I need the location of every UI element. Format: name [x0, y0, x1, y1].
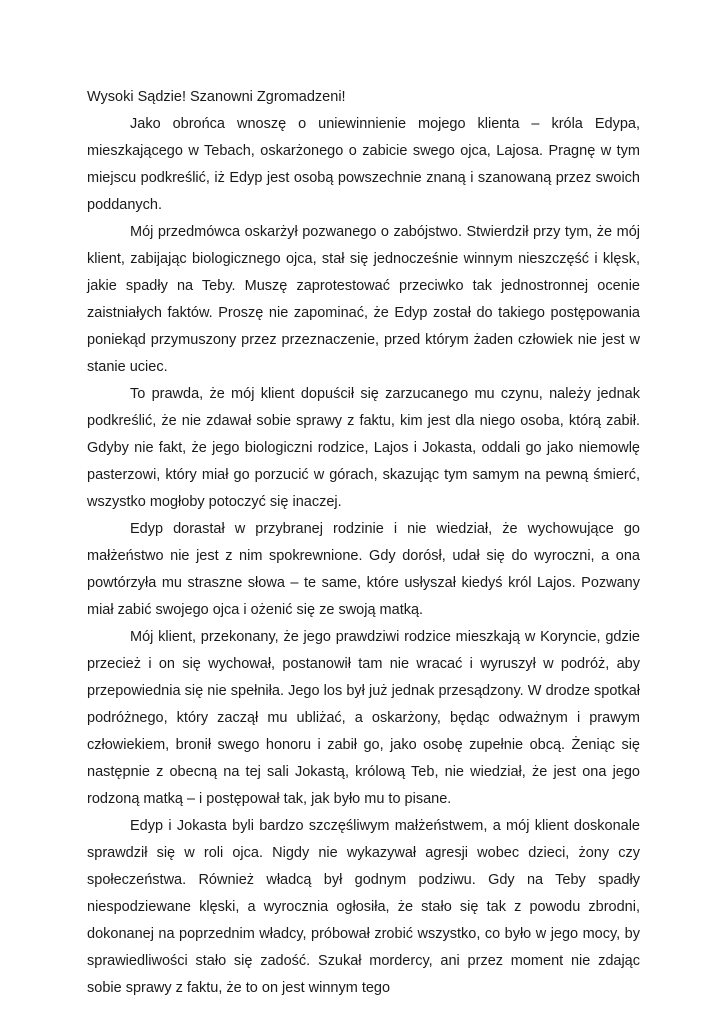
- paragraph-3: To prawda, że mój klient dopuścił się zarzucanego mu czynu, należy jednak podkreślić, że nie zdawał sobie sprawy z faktu, kim jest dla niego osoba, którą zabił. Gdyby nie fakt, że jego biologiczni rodzice, Lajos i Jokasta, oddali go jako niemowlę pasterzowi, który miał go porzucić w górach, skazując tym samym na pewną śmierć, wszystko mogłoby potoczyć się inaczej.: [87, 386, 640, 510]
- document-body: [87, 84, 640, 1002]
- paragraph-4: Edyp dorastał w przybranej rodzinie i nie wiedział, że wychowujące go małżeństwo nie jest z nim spokrewnione. Gdy dorósł, udał się do wyroczni, a ona powtórzyła mu straszne słowa – te same, które usłyszał kiedyś król Lajos. Pozwany miał zabić swojego ojca i ożenić się ze swoją matką.: [87, 521, 640, 618]
- paragraph-5: Mój klient, przekonany, że jego prawdziwi rodzice mieszkają w Koryncie, gdzie przecież i on się wychował, postanowił tam nie wracać i wyruszył w podróż, aby przepowiednia się nie spełniła. Jego los był już jednak przesądzony. W drodze spotkał podróżnego, który zaczął mu ubliżać, a oskarżony, będąc odważnym i prawym człowiekiem, bronił swego honoru i zabił go, jako osobę zupełnie obcą. Żeniąc się następnie z obecną na tej sali Jokastą, królową Teb, nie wiedział, że jest ona jego rodzoną matką – i postępował tak, jak było mu to pisane.: [87, 629, 640, 807]
- salutation: Wysoki Sądzie! Szanowni Zgromadzeni!: [87, 89, 346, 105]
- paragraph-2: Mój przedmówca oskarżył pozwanego o zabójstwo. Stwierdził przy tym, że mój klient, zabijając biologicznego ojca, stał się jednocześnie winnym nieszczęść i klęsk, jakie spadły na Teby. Muszę zaprotestować przeciwko tak jednostronnej ocenie zaistniałych faktów. Proszę nie zapominać, że Edyp został do takiego postępowania poniekąd przymuszony przez przeznaczenie, przed którym żaden człowiek nie jest w stanie uciec.: [87, 224, 640, 375]
- paragraph-6: Edyp i Jokasta byli bardzo szczęśliwym małżeństwem, a mój klient doskonale sprawdził się w roli ojca. Nigdy nie wykazywał agresji wobec dzieci, żony czy społeczeństwa. Również władcą był godnym podziwu. Gdy na Teby spadły niespodziewane klęski, a wyrocznia ogłosiła, że stało się tak z powodu zbrodni, dokonanej na poprzednim władcy, próbował zrobić wszystko, co było w jego mocy, by sprawiedliwości stało się zadość. Szukał mordercy, ani przez moment nie zdając sobie sprawy z faktu, że to on jest winnym tego: [87, 818, 640, 996]
- paragraph-1: Jako obrońca wnoszę o uniewinnienie mojego klienta – króla Edypa, mieszkającego w Tebach, oskarżonego o zabicie swego ojca, Lajosa. Pragnę w tym miejscu podkreślić, iż Edyp jest osobą powszechnie znaną i szanowaną przez swoich poddanych.: [87, 116, 640, 213]
